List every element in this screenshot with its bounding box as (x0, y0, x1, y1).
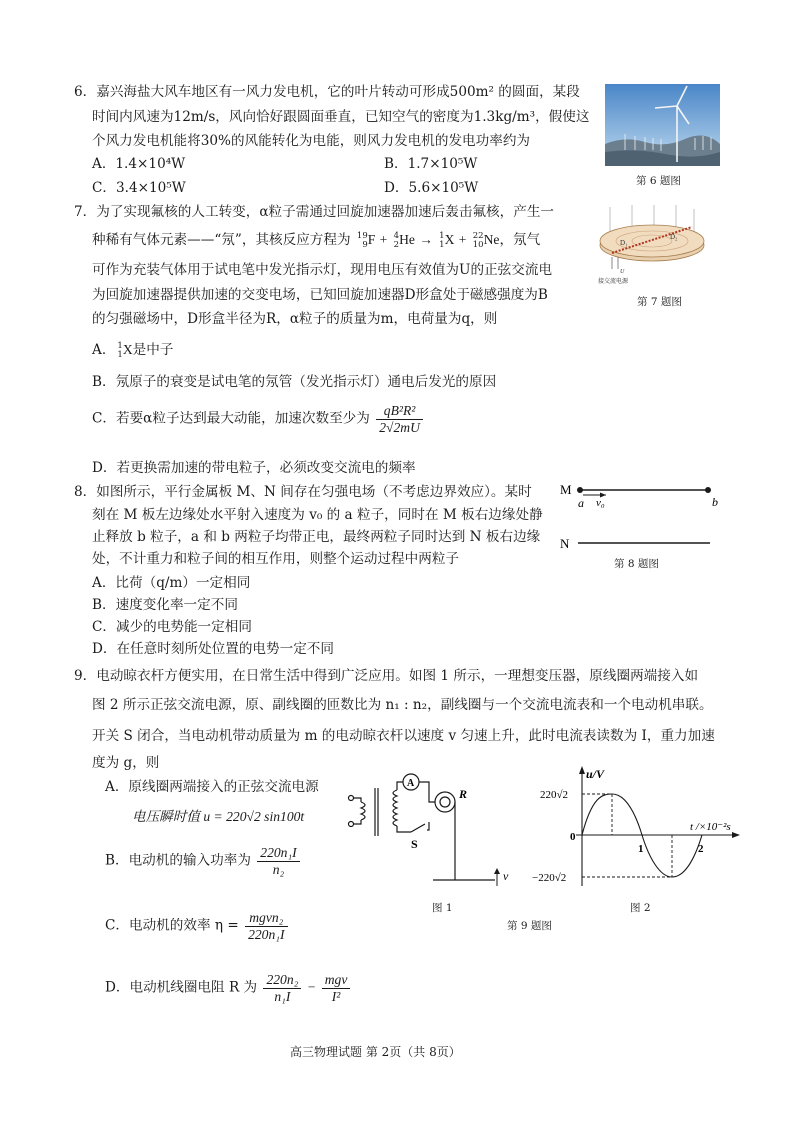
svg-text:N: N (560, 536, 570, 551)
q6-figure-caption: 第 6 题图 (636, 175, 681, 187)
svg-text:A: A (407, 778, 415, 789)
wind-turbine-photo (605, 84, 720, 166)
svg-text:−220√2: −220√2 (532, 872, 567, 884)
q8-option-a: A．比荷（q/m）一定相同 (92, 575, 251, 591)
svg-text:D₂: D₂ (670, 233, 678, 241)
svg-text:D₁: D₁ (620, 239, 628, 247)
svg-text:b: b (712, 495, 718, 509)
page-footer: 高三物理试题 第 2页（共 8页） (290, 1045, 461, 1059)
q7-line-1: 7．为了实现氟核的人工转变，α粒子需通过回旋加速器加速后轰击氟核，产生一 (74, 204, 555, 220)
q7-figure-caption: 第 7 题图 (637, 296, 682, 308)
q7-option-c: C．若要α粒子达到最大动能，加速次数至少为 $\frac{\text{qB²R²}}{2√2mU}$ (92, 403, 425, 435)
figure-2-caption: 图 2 (630, 902, 651, 914)
q7-line-5: 的匀强磁场中，D形盒半径为R，α粒子的质量为m，电荷量为q，则 (92, 311, 498, 327)
parallel-plates-diagram (558, 478, 724, 554)
svg-text:t /×10⁻²s: t /×10⁻²s (690, 821, 731, 833)
voltage-time-graph (530, 762, 755, 890)
svg-text:M: M (560, 482, 572, 497)
svg-text:v: v (503, 869, 509, 883)
q9-line-2: 图 2 所示正弦交流电源，原、副线圈的匝数比为 n₁ : n₂，副线圈与一个交流电流表和一个电动机串联。 (92, 697, 713, 713)
q9-option-b: B．电动机的输入功率为 $\frac{\text{220n₁I}}{\text{n₂}}$ (105, 845, 302, 877)
q9-line-4: 度为 g，则 (92, 755, 160, 771)
x-nuclide: 1 1 (439, 231, 445, 250)
transformer-motor-circuit (345, 768, 517, 890)
q7-acceleration-count-fraction: $\frac{\text{qB²R²}}{2√2mU}$ (376, 403, 423, 435)
svg-text:v₀: v₀ (596, 497, 605, 509)
svg-text:u/V: u/V (586, 767, 605, 781)
q8-line-4: 处，不计重力和粒子间的相互作用，则整个运动过程中两粒子 (92, 551, 460, 567)
q6-option-c: C．3.4×10⁵W (92, 180, 186, 196)
q9-line-3: 开关 S 闭合，当电动机带动质量为 m 的电动晾衣杆以速度 v 匀速上升，此时电流表读数为 I，重力加速 (92, 728, 715, 744)
q9-option-c: C．电动机的效率 η = $\frac{\text{mgvn₂}}{\text{220n₁I}}$ (105, 910, 290, 942)
q8-option-d: D．在任意时刻所处位置的电势一定不同 (92, 641, 334, 657)
svg-text:0: 0 (570, 831, 576, 843)
q6-line-1: 6．嘉兴海盐大风车地区有一风力发电机，它的叶片转动可形成500m² 的圆面，某段 (74, 84, 580, 100)
q7-line-2-text: 种稀有气体元素——“氖”，其核反应方程为 (92, 232, 351, 248)
svg-text:2: 2 (698, 843, 704, 855)
svg-text:U: U (620, 269, 625, 275)
q6-option-d: D．5.6×10⁵W (384, 180, 479, 196)
svg-text:220√2: 220√2 (540, 789, 569, 801)
q7-line-2: 种稀有气体元素——“氖”，其核反应方程为 19 9 F + 4 2 He → 1 1 X + 22 10 Ne，氖气 (92, 231, 541, 250)
q8-option-b: B．速度变化率一定不同 (92, 597, 238, 613)
q6-option-a: A．1.4×10⁴W (92, 156, 186, 172)
svg-text:a: a (578, 496, 584, 510)
q6-line-3: 个风力发电机能将30%的风能转化为电能，则风力发电机的发电功率约为 (92, 133, 531, 149)
q8-line-2: 刻在 M 板左边缘处水平射入速度为 v₀ 的 a 粒子，同时在 M 板右边缘处静 (92, 507, 543, 523)
cyclotron-diagram (592, 205, 710, 287)
neon-nuclide: 22 10 (472, 231, 484, 250)
helium-nuclide: 4 2 (393, 231, 400, 250)
q8-option-c: C．减少的电势能一定相同 (92, 619, 252, 635)
svg-text:R: R (459, 787, 468, 801)
q9-line-1: 9．电动晾衣杆方便实用，在日常生活中得到广泛应用。如图 1 所示，一理想变压器，原线圈两端接入如 (74, 668, 699, 684)
q6-line-2: 时间内风速为12m/s，风向恰好跟圆面垂直，已知空气的密度为1.3kg/m³，假使这 (92, 109, 590, 125)
q8-figure-caption: 第 8 题图 (614, 558, 659, 570)
q6-option-b: B．1.7×10⁵W (384, 156, 478, 172)
q9-option-a-line-2: 电压瞬时值 u = 220√2 sin100t (132, 809, 305, 824)
q8-line-3: 止释放 b 粒子，a 和 b 两粒子均带正电，最终两粒子同时达到 N 板右边缘 (92, 529, 541, 545)
svg-text:S: S (411, 837, 418, 851)
fluorine-nuclide: 19 9 (356, 231, 368, 250)
svg-text:1: 1 (638, 843, 644, 855)
q9-figure-caption: 第 9 题图 (507, 920, 552, 932)
q8-line-1: 8．如图所示，平行金属板 M、N 间存在匀强电场（不考虑边界效应）。某时 (74, 484, 532, 500)
q7-line-4: 为回旋加速器提供加速的交变电场，已知回旋加速器D形盒处于磁感强度为B (92, 287, 548, 303)
q9-option-a-line-1: A．原线圈两端接入的正弦交流电源 (105, 779, 319, 795)
q7-option-a: A． 1 1 X是中子 (92, 341, 174, 360)
q7-line-3: 可作为充装气体用于试电笔中发光指示灯，现用电压有效值为U的正弦交流电 (92, 262, 553, 278)
q7-option-b: B．氖原子的衰变是试电笔的氖管（发光指示灯）通电后发光的原因 (92, 374, 497, 390)
svg-text:接交流电源: 接交流电源 (598, 279, 629, 285)
figure-1-caption: 图 1 (432, 902, 453, 914)
q7-option-d: D．若更换需加速的带电粒子，必须改变交流电的频率 (92, 460, 416, 476)
q9-option-d: D．电动机线圈电阻 R 为 $\frac{\text{220n₂}}{\text{n₁I}}$ − $\frac{\text{mgv}}{\text{I²}}$ (105, 972, 352, 1004)
